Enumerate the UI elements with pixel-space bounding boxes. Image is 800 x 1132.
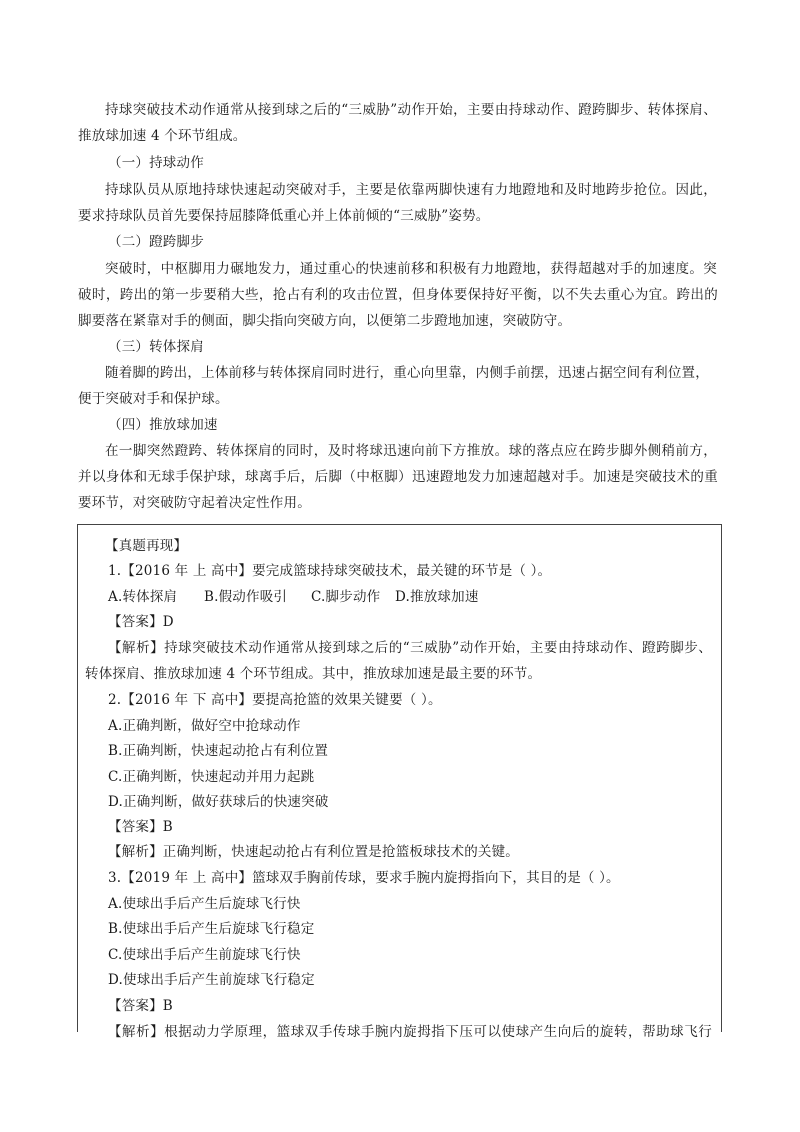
question-2-stem: 2.【2016 年 下 高中】要提高抢篮的效果关键要（ ）。 <box>108 692 442 708</box>
section-heading-1: （一）持球动作 <box>108 155 204 171</box>
question-3-option-d: D.使球出手后产生前旋球飞行稳定 <box>108 972 315 988</box>
question-1-option-b: B.假动作吸引 <box>204 589 288 605</box>
section-4-line-3: 要环节，对突破防守起着决定性作用。 <box>78 495 311 511</box>
exam-box-title: 【真题再现】 <box>105 538 188 554</box>
question-2-option-c: C.正确判断，快速起动并用力起跳 <box>108 769 315 785</box>
intro-line-1: 持球突破技术动作通常从接到球之后的“三威胁”动作开始，主要由持球动作、蹬跨脚步、转体探肩、 <box>105 102 717 118</box>
section-3-line-2: 便于突破对手和保护球。 <box>78 391 229 407</box>
question-2-option-b: B.正确判断，快速起动抢占有利位置 <box>108 743 329 759</box>
section-heading-2: （二）蹬跨脚步 <box>108 234 204 250</box>
section-heading-4: （四）推放球加速 <box>108 417 218 433</box>
question-3-option-a: A.使球出手后产生后旋球飞行快 <box>108 896 301 912</box>
question-2-analysis: 【解析】正确判断，快速起动抢占有利位置是抢篮板球技术的关键。 <box>108 844 519 860</box>
question-1-option-d: D.推放球加速 <box>395 589 479 605</box>
section-heading-3: （三）转体探肩 <box>108 339 204 355</box>
question-3-option-b: B.使球出手后产生后旋球飞行稳定 <box>108 921 315 937</box>
question-1-option-c: C.脚步动作 <box>311 589 381 605</box>
question-2-answer: 【答案】B <box>108 819 173 835</box>
question-3-stem: 3.【2019 年 上 高中】篮球双手胸前传球，要求手腕内旋拇指向下，其目的是（ ）。 <box>108 870 620 886</box>
question-1-stem: 1.【2016 年 上 高中】要完成篮球持球突破技术，最关键的环节是（ ）。 <box>108 563 552 579</box>
intro-line-2: 推放球加速 4 个环节组成。 <box>78 128 247 144</box>
section-2-line-2: 破时，跨出的第一步要稍大些，抢占有利的攻击位置，但身体要保持好平衡，以不失去重心为宜。跨出的 <box>78 287 718 303</box>
section-2-line-1: 突破时，中枢脚用力碾地发力，通过重心的快速前移和积极有力地蹬地，获得超越对手的加速度。突 <box>105 261 717 277</box>
section-4-line-1: 在一脚突然蹬跨、转体探肩的同时，及时将球迅速向前下方推放。球的落点应在跨步脚外侧稍前方， <box>105 443 717 459</box>
question-3-analysis: 【解析】根据动力学原理，篮球双手传球手腕内旋拇指下压可以使球产生向后的旋转，帮助球飞行 <box>108 1024 712 1040</box>
question-1-analysis-line-2: 转体探肩、推放球加速 4 个环节组成。其中，推放球加速是最主要的环节。 <box>85 666 542 682</box>
question-1-answer: 【答案】D <box>108 614 174 630</box>
section-1-line-2: 要求持球队员首先要保持屈膝降低重心并上体前倾的“三威胁”姿势。 <box>78 208 490 224</box>
question-2-option-d: D.正确判断，做好获球后的快速突破 <box>108 794 329 810</box>
section-1-line-1: 持球队员从原地持球快速起动突破对手，主要是依靠两脚快速有力地蹬地和及时地跨步抢位。因此， <box>105 182 717 198</box>
question-3-answer: 【答案】B <box>108 998 173 1014</box>
question-1-option-a: A.转体探肩 <box>108 589 178 605</box>
question-2-option-a: A.正确判断，做好空中抢球动作 <box>108 718 301 734</box>
question-3-option-c: C.使球出手后产生前旋球飞行快 <box>108 947 301 963</box>
question-1-analysis-line-1: 【解析】持球突破技术动作通常从接到球之后的“三威胁”动作开始，主要由持球动作、蹬跨脚步、 <box>108 640 712 656</box>
section-4-line-2: 并以身体和无球手保护球，球离手后，后脚（中枢脚）迅速蹬地发力加速超越对手。加速是突破技术的重 <box>78 469 718 485</box>
section-2-line-3: 脚要落在紧靠对手的侧面，脚尖指向突破方向，以便第二步蹬地加速，突破防守。 <box>78 313 572 329</box>
section-3-line-1: 随着脚的跨出，上体前移与转体探肩同时进行，重心向里靠，内侧手前摆，迅速占据空间有利位置， <box>105 365 709 381</box>
